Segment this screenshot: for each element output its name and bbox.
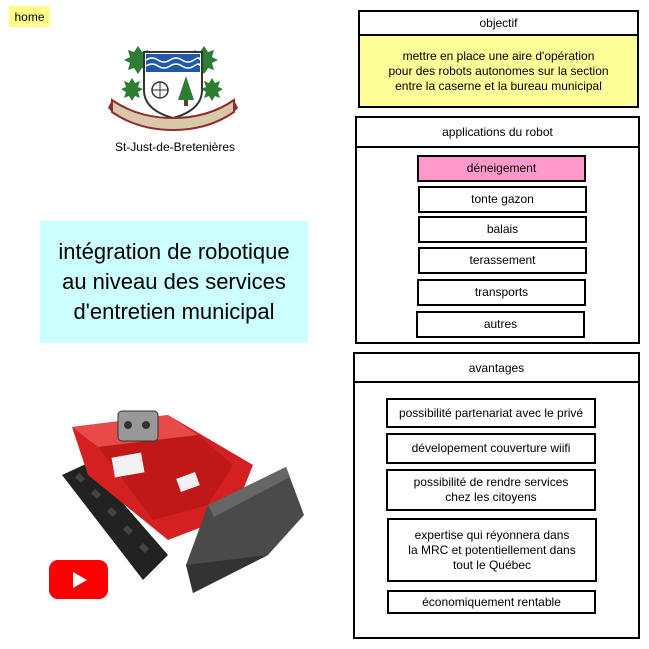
town-name: St-Just-de-Bretenières — [114, 140, 236, 154]
app-item-tonte-gazon[interactable]: tonte gazon — [418, 186, 587, 213]
avantage-line: expertise qui réyonnera dans — [414, 527, 570, 542]
app-item-balais[interactable]: balais — [418, 216, 587, 243]
avantage-item: possibilité partenariat avec le privé — [386, 398, 596, 428]
page-title — [40, 221, 308, 343]
avantages-heading: avantages — [353, 352, 640, 383]
avantage-line: chez les citoyens — [445, 490, 537, 504]
app-item-autres[interactable]: autres — [416, 311, 585, 338]
municipal-crest-logo — [108, 38, 238, 134]
avantage-line: tout le Québec — [452, 557, 532, 572]
objectif-text — [358, 34, 639, 108]
objectif-line: pour des robots autonomes sur la section — [388, 63, 609, 78]
play-video-button[interactable] — [49, 560, 108, 599]
title-line: d'entretien municipal — [73, 299, 275, 324]
title-line: intégration de robotique — [58, 239, 290, 264]
avantage-item: économiquement rentable — [387, 590, 596, 614]
title-line: au niveau des services — [62, 269, 286, 294]
avantage-item: dévelopement couverture wiifi — [386, 433, 596, 464]
home-button[interactable]: home — [9, 6, 50, 27]
app-item-terassement[interactable]: terassement — [418, 247, 587, 274]
avantage-line: possibilité de rendre services — [413, 475, 569, 489]
objectif-heading: objectif — [358, 10, 639, 36]
app-item-transports[interactable]: transports — [417, 279, 586, 306]
play-icon — [68, 569, 90, 591]
avantage-line: la MRC et potentiellement dans — [408, 542, 576, 557]
objectif-line: entre la caserne et la bureau municipal — [395, 78, 602, 93]
app-item-deneigement[interactable]: déneigement — [417, 155, 586, 182]
avantage-item — [387, 518, 597, 582]
objectif-line: mettre en place une aire d'opération — [402, 48, 595, 63]
applications-heading: applications du robot — [355, 116, 640, 148]
avantage-item — [386, 469, 596, 511]
